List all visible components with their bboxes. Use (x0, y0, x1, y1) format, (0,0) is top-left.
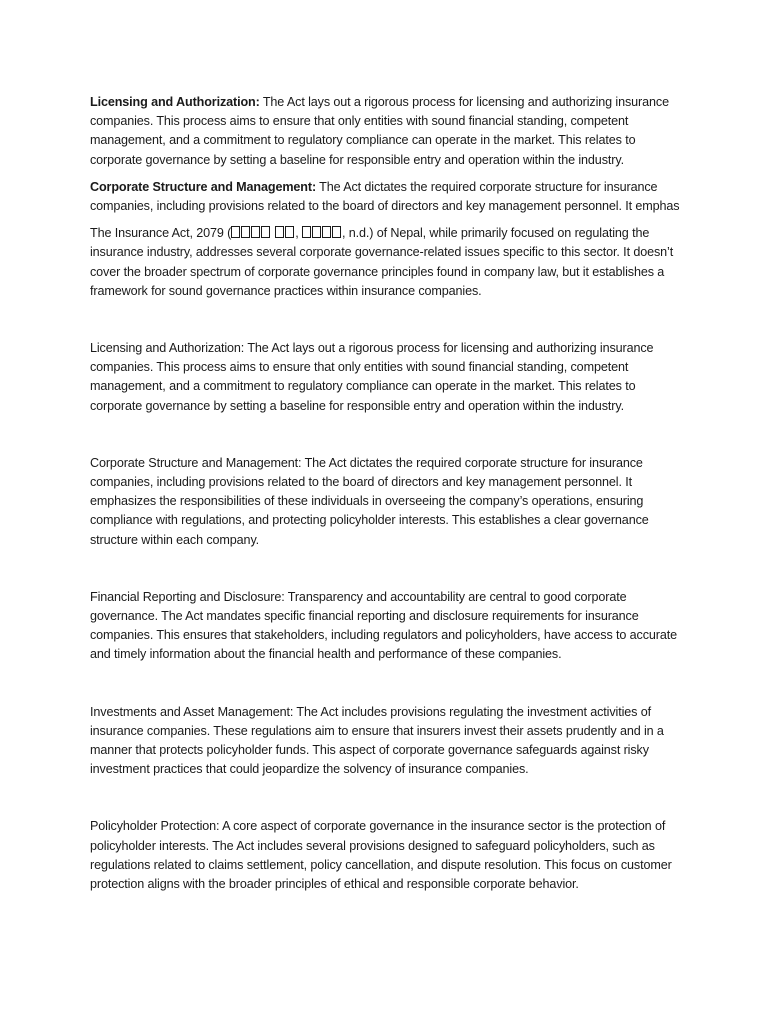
paragraph-corporate-structure-bold (90, 178, 680, 216)
paragraph-body: The Act dictates the required corporate structure for insurance companies, including provisions related to the board of directors and key management personnel. It emphas (90, 179, 680, 214)
paragraph-heading: Corporate Structure and Management: (90, 179, 317, 194)
citation-separator: , (295, 226, 302, 241)
paragraph-insurance-act-intro (90, 224, 680, 301)
paragraph-corporate-structure: Corporate Structure and Management: The Act dictates the required corporate structure for insurance companies, including provisions related to the board of directors and key management personnel. It emphasizes the responsibilities of these individuals in overseeing the company’s operations, ensuring compliance with regulations, and protecting policyholder interests. This establishes a clear governance structure within each company. (90, 455, 649, 547)
paragraph-text-after-citation: , n.d.) of Nepal, while primarily focused on regulating the insurance industry, addresses several corporate governance-related issues specific to this sector. It doesn’t cover the broader spectrum of corporate governance principles found in company law, but it establishes a framework for sound governance practices within insurance companies. (90, 226, 674, 298)
paragraph-financial-reporting: Financial Reporting and Disclosure: Transparency and accountability are central to good corporate governance. The Act mandates specific financial reporting and disclosure requirements for insurance companies. This ensures that stakeholders, including regulators and policyholders, have access to accurate and timely information about the financial health and performance of these companies. (90, 589, 677, 662)
paragraph-text-before-citation: The Insurance Act, 2079 ( (90, 226, 232, 241)
paragraph-body: The Act lays out a rigorous process for licensing and authorizing insurance companies. This process aims to ensure that only entities with sound financial standing, competent management, and a commitment to regulatory compliance can operate in the market. This relates to corporate governance by setting a baseline for responsible entry and operation within the industry. (90, 95, 669, 167)
paragraph-licensing: Licensing and Authorization: The Act lays out a rigorous process for licensing and authorizing insurance companies. This process aims to ensure that only entities with sound financial standing, competent management, and a commitment to regulatory compliance can operate in the market. This relates to corporate governance by setting a baseline for responsible entry and operation within the industry. (90, 341, 654, 413)
paragraph-policyholder-protection: Policyholder Protection: A core aspect of corporate governance in the insurance sector is the protection of policyholder interests. The Act includes several provisions designed to safeguard policyholders, such as regulations related to claims settlement, policy cancellation, and dispute resolution. This focus on customer protection aligns with the broader principles of ethical and responsible corporate behavior. (90, 819, 672, 892)
paragraph-licensing-bold (90, 93, 680, 170)
missing-glyph-placeholder (302, 226, 342, 240)
paragraph-heading: Licensing and Authorization: (90, 95, 260, 109)
paragraph-investments: Investments and Asset Management: The Act includes provisions regulating the investment activities of insurance companies. These regulations aim to ensure that insurers invest their assets prudently and in a manner that protects policyholder funds. This aspect of corporate governance safeguards against risky investment practices that could jeopardize the solvency of insurance companies. (90, 704, 664, 777)
missing-glyph-placeholder (231, 226, 295, 240)
